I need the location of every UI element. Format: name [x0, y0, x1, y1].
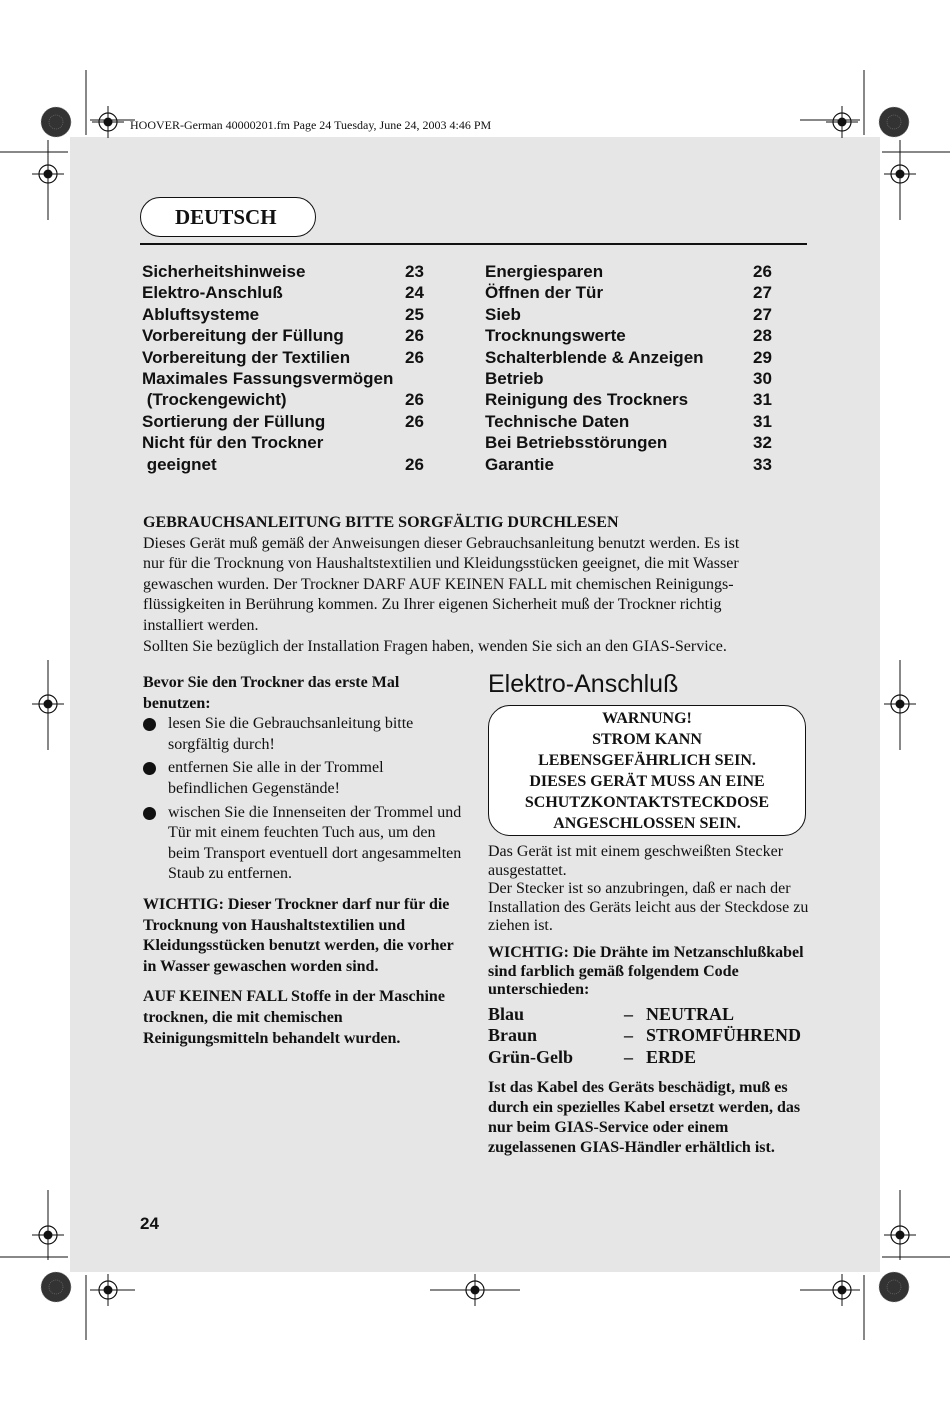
- toc-entry-title: geeignet: [142, 454, 217, 474]
- right-column: [488, 843, 810, 1166]
- wire-code-row: [488, 1004, 810, 1026]
- wire-meaning: STROMFÜHREND: [646, 1025, 802, 1046]
- toc-entry-title: Elektro-Anschluß: [142, 283, 283, 303]
- warning-line: DIESES GERÄT MUSS AN EINE: [529, 773, 765, 790]
- before-first-use: Bevor Sie den Trockner das erste Mal benutzen:: [143, 674, 400, 712]
- toc-entry-page: 27: [753, 304, 772, 324]
- toc-entry: [485, 432, 780, 453]
- file-info-header: HOOVER-German 40000201.fm Page 24 Tuesday, June 24, 2003 4:46 PM: [130, 118, 492, 132]
- toc-entry-title: Bei Betriebsstörungen: [485, 433, 668, 453]
- important-note: WICHTIG: Dieser Trockner darf nur für die Trocknung von Haushaltstextilien und Kleidungsstücken benutzt werden, die vorher in Wasser gewaschen worden sind.: [143, 895, 454, 975]
- wire-dash: –: [624, 1046, 633, 1067]
- toc-entry: [142, 261, 432, 282]
- wire-color: Braun: [488, 1025, 538, 1046]
- bullet-icon: [143, 807, 156, 820]
- toc-entry-title: Trocknungswerte: [485, 326, 626, 346]
- toc-entry-page: 26: [405, 326, 424, 346]
- wire-code-row: [488, 1047, 810, 1069]
- toc-entry: [485, 347, 780, 368]
- toc-entry: [485, 411, 780, 432]
- toc-entry-title: Abluftsysteme: [142, 304, 260, 324]
- warning-line: ANGESCHLOSSEN SEIN.: [553, 815, 741, 832]
- toc-entry-title: Öffnen der Tür: [485, 283, 604, 303]
- toc-entry-title: Reinigung des Trockners: [485, 390, 689, 410]
- warning-line: WARNUNG!: [602, 710, 692, 727]
- wire-color: Grün-Gelb: [488, 1046, 574, 1067]
- toc-entry-page: 33: [753, 454, 772, 474]
- toc-entry-page: 31: [753, 411, 772, 431]
- toc-left: [142, 261, 432, 475]
- toc-entry: [485, 389, 780, 410]
- toc-entry-page: 26: [405, 347, 424, 367]
- intro-line: gewaschen wurden. Der Trockner DARF AUF KEINEN FALL mit chemischen Reinigungs-: [143, 575, 734, 593]
- toc-entry-title: Energiesparen: [485, 262, 604, 281]
- toc-entry-page: 26: [405, 454, 424, 474]
- wire-color: Blau: [488, 1003, 525, 1024]
- language-label: DEUTSCH: [140, 197, 316, 237]
- toc-entry-title: Vorbereitung der Füllung: [142, 326, 344, 346]
- intro-line: flüssigkeiten in Berührung kommen. Zu Ihrer eigenen Sicherheit muß der Trockner richtig: [143, 596, 722, 614]
- bullet-icon: [143, 718, 156, 731]
- toc-entry: [485, 282, 780, 303]
- toc-entry-page: 32: [753, 433, 772, 453]
- wire-meaning: NEUTRAL: [646, 1003, 735, 1024]
- list-item: [143, 803, 465, 885]
- toc-entry-title: Sieb: [485, 304, 521, 324]
- page-number: 24: [140, 1214, 159, 1233]
- bullet-text: wischen Sie die Innenseiten der Trommel und Tür mit einem feuchten Tuch aus, um den beim Transport eventuell dort angesammelten Staub zu entfernen.: [168, 803, 462, 883]
- cable-damage-note: Ist das Kabel des Geräts beschädigt, muß es durch ein spezielles Kabel ersetzt werden, das nur beim GIAS-Service oder einem zugelassenen GIAS-Händler erhältlich ist.: [488, 1079, 801, 1157]
- toc-entry-page: 26: [405, 390, 424, 410]
- toc-entry-page: 29: [753, 347, 772, 367]
- toc-entry: [142, 432, 432, 453]
- bullet-text: entfernen Sie alle in der Trommel befindlichen Gegenstände!: [168, 759, 384, 797]
- intro-line: Sollten Sie bezüglich der Installation Fragen haben, wenden Sie sich an den GIAS-Service.: [143, 637, 727, 655]
- first-use-list: [143, 714, 465, 885]
- wire-meaning: ERDE: [646, 1046, 697, 1067]
- list-item: [143, 714, 465, 755]
- toc-entry-page: 26: [405, 411, 424, 431]
- toc-entry-title: Betrieb: [485, 368, 544, 388]
- wire-code-table: [488, 1004, 810, 1069]
- toc-entry: [142, 454, 432, 475]
- wires-important: WICHTIG: Die Drähte im Netzanschlußkabel sind farblich gemäß folgendem Code unterschieden:: [488, 943, 804, 999]
- toc-entry-page: 30: [753, 368, 772, 388]
- toc-entry-title: Nicht für den Trockner: [142, 433, 324, 453]
- toc-entry-title: Vorbereitung der Textilien: [142, 347, 351, 367]
- toc-entry: [485, 261, 780, 282]
- warning-box: [488, 705, 806, 836]
- toc-entry: [142, 389, 432, 410]
- toc-entry-page: 23: [405, 262, 424, 281]
- warning-line: SCHUTZKONTAKTSTECKDOSE: [524, 794, 770, 811]
- toc-entry: [485, 325, 780, 346]
- intro-section: [143, 513, 810, 657]
- warning-line: LEBENSGEFÄHRLICH SEIN.: [538, 752, 756, 769]
- toc-entry-page: 24: [405, 283, 424, 303]
- toc-entry: [142, 411, 432, 432]
- toc-entry: [142, 325, 432, 346]
- toc-entry: [142, 282, 432, 303]
- toc-entry-page: 26: [753, 262, 772, 281]
- toc-entry-page: 28: [753, 326, 772, 346]
- toc-entry-page: 31: [753, 390, 772, 410]
- toc-entry-title: Sicherheitshinweise: [142, 262, 306, 281]
- toc-entry-title: Schalterblende & Anzeigen: [485, 347, 704, 367]
- plug-text: Das Gerät ist mit einem geschweißten Stecker ausgestattet.: [488, 843, 784, 879]
- toc-entry-title: Maximales Fassungsvermögen: [142, 368, 394, 388]
- toc-entry: [485, 454, 780, 475]
- wire-dash: –: [624, 1025, 633, 1046]
- toc-entry: [142, 368, 432, 389]
- plug-text-2: Der Stecker ist so anzubringen, daß er nach der Installation des Geräts leicht aus der Steckdose zu ziehen ist.: [488, 880, 809, 935]
- section-title: Elektro-Anschluß: [488, 670, 679, 698]
- toc-entry: [485, 368, 780, 389]
- bullet-icon: [143, 762, 156, 775]
- intro-heading: GEBRAUCHSANLEITUNG BITTE SORGFÄLTIG DURCHLESEN: [143, 514, 619, 531]
- toc-entry: [485, 304, 780, 325]
- wire-dash: –: [624, 1003, 633, 1024]
- intro-line: installiert werden.: [143, 616, 259, 634]
- intro-line: Dieses Gerät muß gemäß der Anweisungen dieser Gebrauchsanleitung benutzt werden. Es ist: [143, 534, 740, 552]
- toc-entry: [142, 304, 432, 325]
- toc-entry-title: (Trockengewicht): [142, 390, 287, 410]
- list-item: [143, 758, 465, 799]
- toc-right: [485, 261, 780, 475]
- wire-code-row: [488, 1025, 810, 1047]
- bullet-text: lesen Sie die Gebrauchsanleitung bitte sorgfältig durch!: [168, 715, 414, 753]
- never-note: AUF KEINEN FALL Stoffe in der Maschine trocknen, die mit chemischen Reinigungsmitteln behandelt wurden.: [143, 988, 445, 1047]
- left-column: [143, 673, 465, 1059]
- warning-line: STROM KANN: [592, 731, 702, 748]
- toc-entry: [142, 347, 432, 368]
- toc-entry-title: Sortierung der Füllung: [142, 411, 326, 431]
- intro-line: nur für die Trocknung von Haushaltstextilien und Kleidungsstücken geeignet, die mit Wasser: [143, 555, 739, 573]
- toc-entry-title: Technische Daten: [485, 411, 630, 431]
- toc-entry-page: 25: [405, 304, 424, 324]
- header-rule: [140, 243, 807, 245]
- toc-entry-title: Garantie: [485, 454, 554, 474]
- toc-entry-page: 27: [753, 283, 772, 303]
